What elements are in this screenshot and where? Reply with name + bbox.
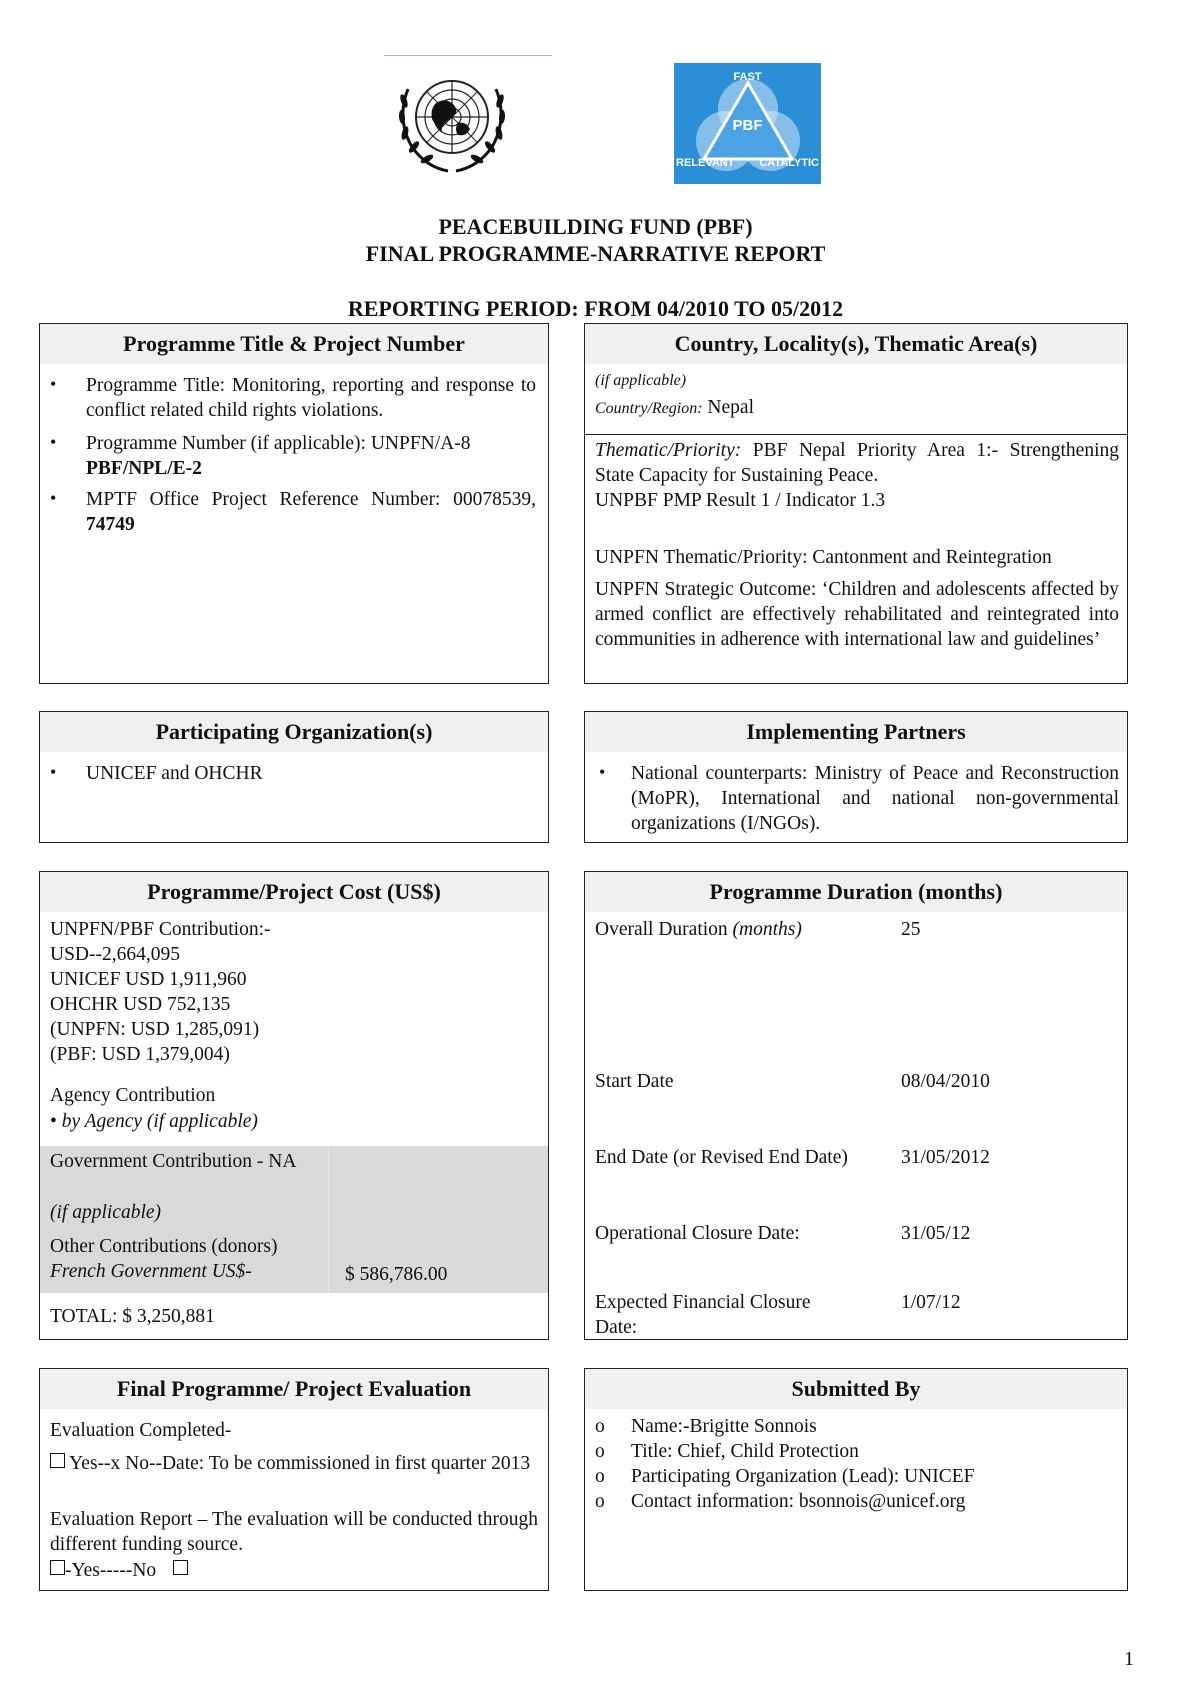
duration-heading: Programme Duration (months) <box>585 872 1127 912</box>
pbf-logo-center: PBF <box>732 117 763 134</box>
checkbox-icon[interactable] <box>50 1560 65 1575</box>
pbf-logo-catalytic: CATALYTIC <box>759 157 819 169</box>
submitted-title: Title: Chief, Child Protection <box>631 1441 859 1462</box>
cost-line: (UNPFN: USD 1,285,091) <box>50 1019 260 1040</box>
participating-box <box>39 711 549 843</box>
duration-box <box>584 871 1128 1340</box>
country-heading: Country, Locality(s), Thematic Area(s) <box>585 324 1127 364</box>
thematic-priority-label: Thematic/Priority: <box>595 440 742 461</box>
checkbox-icon[interactable] <box>173 1560 188 1575</box>
thematic-priority-text: PBF Nepal Priority Area 1:- Strengthening State Capacity for Sustaining Peace. <box>595 440 1120 486</box>
other-contributions-sub: French Government US$- <box>50 1261 252 1282</box>
start-date-label: Start Date <box>595 1071 674 1092</box>
submitted-item <box>595 1489 975 1514</box>
country-divider <box>585 434 1127 435</box>
submitted-contact[interactable]: Contact information: bsonnois@unicef.org <box>631 1491 966 1512</box>
submitted-item <box>595 1464 975 1489</box>
duration-value: 25 <box>901 919 921 940</box>
submitted-name: Name:-Brigitte Sonnois <box>631 1416 817 1437</box>
reporting-period: REPORTING PERIOD: FROM 04/2010 TO 05/2012 <box>347 296 844 321</box>
evaluation-box <box>39 1368 549 1591</box>
cost-total: TOTAL: $ 3,250,881 <box>50 1306 215 1327</box>
un-logo <box>384 55 520 175</box>
bullet-icon: • <box>50 432 57 452</box>
page-number: 1 <box>1124 1648 1134 1670</box>
cost-box <box>39 871 549 1340</box>
evaluation-yes-no-2-text: -Yes-----No <box>65 1560 157 1581</box>
circle-bullet-icon: o <box>595 1416 605 1437</box>
unpfn-thematic: UNPFN Thematic/Priority: Cantonment and Reintegration <box>595 547 1052 568</box>
implementing-item: National counterparts: Ministry of Peace and Reconstruction (MoPR), International and national non-governmental organizations (I/NGOs). <box>631 763 1119 834</box>
un-emblem-icon <box>384 59 520 179</box>
cost-lines <box>50 917 271 1067</box>
cost-line: UNICEF USD 1,911,960 <box>50 969 247 990</box>
duration-label: Overall Duration <box>595 919 728 940</box>
submitted-organization: Participating Organization (Lead): UNICEF <box>631 1466 975 1487</box>
submitted-heading: Submitted By <box>585 1369 1127 1409</box>
operational-closure-label: Operational Closure Date: <box>595 1223 800 1244</box>
participating-heading: Participating Organization(s) <box>40 712 548 752</box>
mptf-reference-bold: 74749 <box>86 514 135 535</box>
government-contribution: Government Contribution - NA <box>50 1151 297 1172</box>
agency-sub-text: by Agency (if applicable) <box>61 1111 258 1132</box>
other-contributions: Other Contributions (donors) <box>50 1236 278 1257</box>
financial-closure-label: Expected Financial Closure Date: <box>595 1292 811 1338</box>
mptf-reference-item <box>86 487 536 537</box>
pmp-result: UNPBF PMP Result 1 / Indicator 1.3 <box>595 490 886 511</box>
programme-title-heading: Programme Title & Project Number <box>40 324 548 364</box>
cost-line: UNPFN/PBF Contribution:- <box>50 919 271 940</box>
start-date-value: 08/04/2010 <box>901 1071 990 1092</box>
evaluation-report: Evaluation Report – The evaluation will be conducted through different funding source. <box>50 1509 538 1555</box>
programme-number-bold: PBF/NPL/E-2 <box>86 458 202 479</box>
bullet-icon: • <box>50 762 57 782</box>
gov-shade-divider <box>328 1146 329 1293</box>
duration-label-italic: (months) <box>732 919 802 940</box>
checkbox-icon[interactable] <box>50 1453 65 1468</box>
cost-line: USD--2,664,095 <box>50 944 180 965</box>
evaluation-yes-no-text: Yes--x No--Date: To be commissioned in first quarter 2013 <box>69 1453 531 1474</box>
thematic-priority <box>595 438 1119 488</box>
programme-number-item <box>86 431 536 481</box>
agency-contribution-sub <box>50 1109 258 1134</box>
country-region <box>595 397 754 419</box>
pbf-logo-relevant: RELEVANT <box>676 157 735 169</box>
other-contributions-value: $ 586,786.00 <box>345 1264 448 1285</box>
report-title-line1: PEACEBUILDING FUND (PBF) <box>438 214 753 239</box>
evaluation-heading: Final Programme/ Project Evaluation <box>40 1369 548 1409</box>
government-contribution-sub: (if applicable) <box>50 1202 162 1223</box>
duration-row-overall <box>595 917 875 942</box>
evaluation-completed: Evaluation Completed- <box>50 1420 232 1441</box>
end-date-value: 31/05/2012 <box>901 1147 990 1168</box>
circle-bullet-icon: o <box>595 1491 605 1512</box>
end-date-label: End Date (or Revised End Date) <box>595 1147 848 1168</box>
country-region-value: Nepal <box>707 397 754 418</box>
unpfn-outcome: UNPFN Strategic Outcome: ‘Children and adolescents affected by armed conflict are effectively rehabilitated and reintegrated into communities in adherence with international law and guidelines’ <box>595 579 1119 650</box>
cost-line: OHCHR USD 752,135 <box>50 994 231 1015</box>
circle-bullet-icon: o <box>595 1441 605 1462</box>
financial-closure-value: 1/07/12 <box>901 1292 961 1313</box>
submitted-item <box>595 1414 975 1439</box>
logo-top-rule <box>384 55 552 56</box>
pbf-logo <box>674 63 821 184</box>
programme-number-text: Programme Number (if applicable): UNPFN/A-8 <box>86 433 471 454</box>
agency-contribution-label: Agency Contribution <box>50 1085 216 1106</box>
report-title-line2: FINAL PROGRAMME-NARRATIVE REPORT <box>365 241 826 266</box>
programme-title-box <box>39 323 549 684</box>
mptf-reference-text: MPTF Office Project Reference Number: 00078539, <box>86 489 536 510</box>
cost-line: (PBF: USD 1,379,004) <box>50 1044 230 1065</box>
country-region-label: Country/Region: <box>595 400 703 417</box>
evaluation-yes-no <box>50 1451 538 1476</box>
bullet-icon: • <box>50 488 57 508</box>
participating-item: UNICEF and OHCHR <box>86 763 263 784</box>
bullet-icon: • <box>50 1111 57 1132</box>
circle-bullet-icon: o <box>595 1466 605 1487</box>
cost-heading: Programme/Project Cost (US$) <box>40 872 548 912</box>
bullet-icon: • <box>599 762 606 782</box>
implementing-heading: Implementing Partners <box>585 712 1127 752</box>
submitted-item <box>595 1439 975 1464</box>
submitted-box <box>584 1368 1128 1591</box>
country-if-applicable: (if applicable) <box>595 372 687 389</box>
programme-title-item: Programme Title: Monitoring, reporting and response to conflict related child rights violations. <box>86 375 536 421</box>
implementing-box <box>584 711 1128 843</box>
submitted-list <box>595 1414 975 1514</box>
bullet-icon: • <box>50 374 57 394</box>
evaluation-yes-no-2 <box>50 1558 188 1583</box>
country-box <box>584 323 1128 684</box>
operational-closure-value: 31/05/12 <box>901 1223 971 1244</box>
pbf-logo-fast: FAST <box>733 71 762 83</box>
